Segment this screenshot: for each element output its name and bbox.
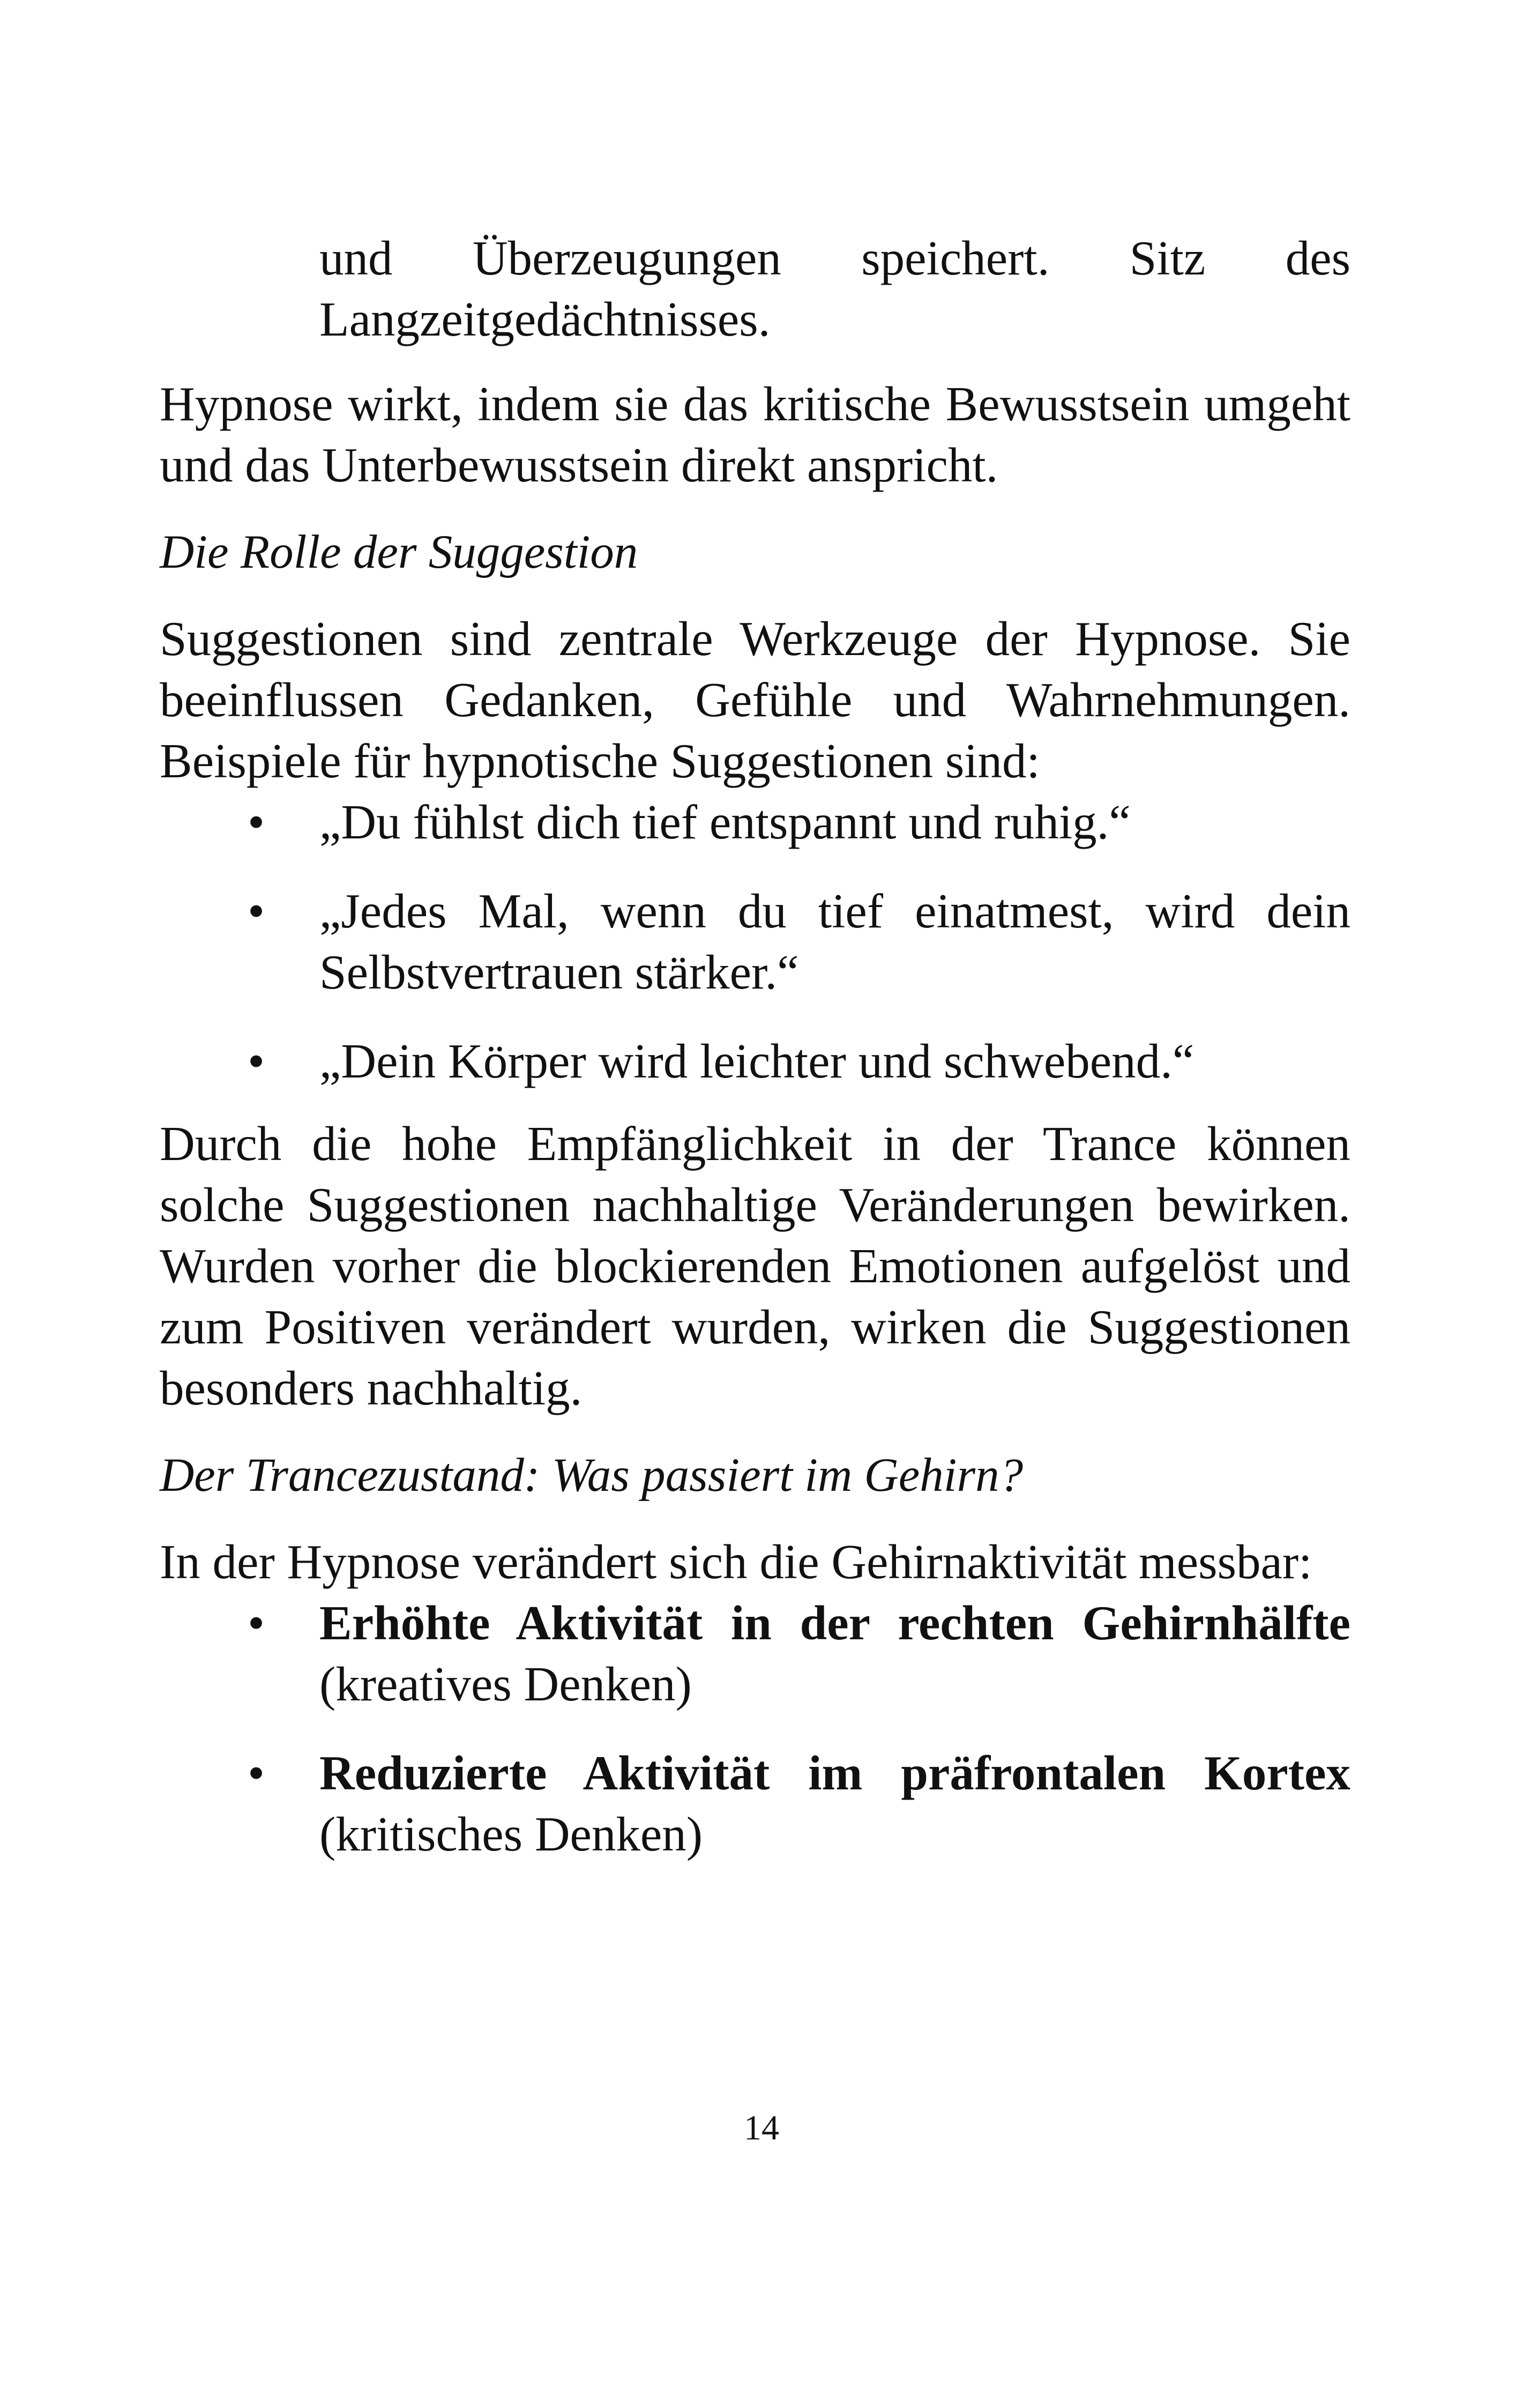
section-heading-suggestion: Die Rolle der Suggestion [160,526,638,578]
paragraph-empfaenglichkeit: Durch die hohe Empfänglichkeit in der Trance können solche Suggestionen nachhaltige Veränderungen bewirken. Wurden vorher die blockierenden Emotionen aufgelöst und zum Positiven verändert wurden, wirken die Suggestionen besonders nachhaltig. [160,1117,1350,1415]
page-content [160,228,1350,1865]
list-item [160,1743,1350,1865]
bullet-icon: • [248,1034,265,1088]
list-item [160,881,1350,1003]
brain-effects-list [160,1593,1350,1865]
page-number: 14 [744,2108,779,2147]
list-item-bold-text: Reduzierte Aktivität im präfrontalen Kortex [319,1746,1350,1800]
list-item-note: (kritisches Denken) [319,1807,703,1861]
list-item-bold-text: Erhöhte Aktivität in der rechten Gehirnhälfte [319,1596,1350,1650]
list-item-note: (kreatives Denken) [319,1657,692,1711]
list-item-text: „Dein Körper wird leichter und schwebend.“ [319,1034,1194,1088]
bullet-icon: • [248,1596,265,1650]
paragraph-suggestionen: Suggestionen sind zentrale Werkzeuge der Hypnose. Sie beeinflussen Gedanken, Gefühle und Wahrnehmungen. Beispiele für hypnotische Suggestionen sind: [160,612,1350,788]
continuation-paragraph: und Überzeugungen speichert. Sitz des Langzeitgedächtnisses. [319,231,1350,346]
suggestion-examples-list [160,792,1350,1092]
bullet-icon: • [248,884,265,938]
list-item-text: „Du fühlst dich tief entspannt und ruhig.“ [319,795,1131,849]
list-item [160,792,1350,853]
paragraph-hypnose-wirkt: Hypnose wirkt, indem sie das kritische Bewusstsein umgeht und das Unterbewusstsein direkt anspricht. [160,377,1350,492]
list-item-text: „Jedes Mal, wenn du tief einatmest, wird dein Selbstvertrauen stärker.“ [319,884,1350,999]
paragraph-gehirnaktivitaet: In der Hypnose verändert sich die Gehirnaktivität messbar: [160,1535,1312,1589]
list-item [160,1031,1350,1092]
list-item [160,1593,1350,1715]
bullet-icon: • [248,795,265,849]
bullet-icon: • [248,1746,265,1800]
section-heading-trancezustand: Der Trancezustand: Was passiert im Gehirn? [160,1449,1024,1502]
